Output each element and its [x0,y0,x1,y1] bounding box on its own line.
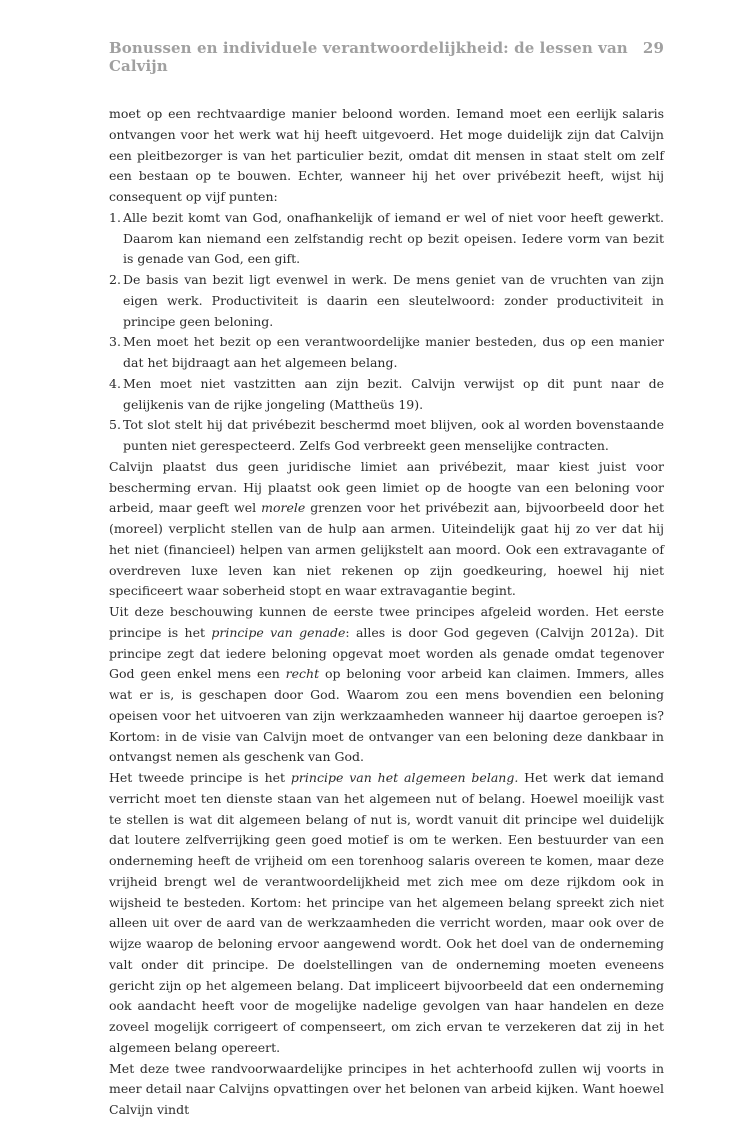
list-text: De basis van bezit ligt evenwel in werk. De mens geniet van de vruchten van zijn eigen werk. Productiviteit is daarin een sleutelwoord: zonder productiviteit in principe geen beloning. [123,272,664,329]
points-list [109,208,664,457]
page-number: 29 [642,39,664,57]
emphasis: morele [261,500,306,516]
list-number: 5. [109,417,121,433]
list-item [109,208,664,270]
text-run: : alles is door God gegeven (Calvijn 2012a). Dit principe zegt dat iedere beloning opgevat moet worden als genade omdat tegenover God geen enkel mens een [109,624,664,682]
emphasis: principe van het algemeen belang. [290,770,519,785]
list-text: Men moet het bezit op een verantwoordelijke manier besteden, dus op een manier dat het bijdraagt aan het algemeen belang. [123,334,664,370]
paragraph-calvijn-limits [109,457,664,602]
list-item [109,374,664,416]
list-text: Alle bezit komt van God, onafhankelijk of iemand er wel of niet voor heeft gewerkt. Daarom kan niemand een zelfstandig recht op bezit opeisen. Iedere vorm van bezit is genade van God, een gift. [123,209,664,267]
paragraph-principle-common-good [109,768,664,1059]
emphasis: recht [285,666,320,682]
list-item [109,270,664,332]
intro-paragraph: moet op een rechtvaardige manier beloond worden. Iemand moet een eerlijk salaris ontvangen voor het werk wat hij heeft uitgevoerd. Het moge duidelijk zijn dat Calvijn een pleitbezorger is van het particulier bezit, omdat dit mensen in staat stelt om zelf een bestaan op te bouwen. Echter, wanneer hij het over privébezit heeft, wijst hij consequent op vijf punten: [109,106,664,204]
body-text [109,104,664,1121]
list-text: Men moet niet vastzitten aan zijn bezit. Calvijn verwijst op dit punt naar de gelijkenis van de rijke jongeling (Mattheüs 19). [123,375,664,412]
list-number: 3. [109,334,121,350]
list-number: 2. [109,272,121,287]
paragraph-closing: Met deze twee randvoorwaardelijke principes in het achterhoofd zullen wij voorts in meer detail naar Calvijns opvattingen over het belonen van arbeid kijken. Want hoewel Calvijn vindt [109,1060,664,1117]
emphasis: principe van genade [211,624,346,640]
text-run: Het werk dat iemand verricht moet ten dienste staan van het algemeen nut of belang. Hoewel moeilijk vast te stellen is wat dit algemeen belang of nut is, wordt vanuit dit principe wel duidelijk dat loutere zelfverrijking geen goed motief is om te werken. Een bestuurder van een onderneming heeft de vrijheid om een torenhoog salaris overeen te komen, maar deze vrijheid brengt wel de verantwoordelijkheid met zich mee om deze rijkdom ook in wijsheid te besteden. Kortom: het principe van het algemeen belang spreekt zich niet alleen uit over de aard van de werkzaamheden die verricht worden, maar ook over de wijze waarop de beloning ervoor aangewend wordt. Ook het doel van de onderneming valt onder dit principe. De doelstellingen van de onderneming moeten eveneens gericht zijn op het algemeen belang. Dat impliceert bijvoorbeeld dat een onderneming ook aandacht heeft voor de mogelijke nadelige gevolgen van haar handelen en deze zoveel mogelijk corrigeert of compenseert, om zich ervan te verzekeren dat zij in het algemeen belang opereert. [109,770,665,1055]
text-run: grenzen voor het privébezit aan, bijvoorbeeld door het (moreel) verplicht stellen van de hulp aan armen. Uiteindelijk gaat hij zo ver dat hij het niet (financieel) helpen van armen gelijkstelt aan moord. Ook een extravagante of overdreven luxe leven kan niet rekenen op zijn goedkeuring, hoewel hij niet specificeert waar soberheid stopt en waar extravagantie begint. [109,500,665,599]
paragraph-principle-grace [109,602,664,768]
text-run: Het tweede principe is het [109,770,291,785]
running-header [109,39,664,75]
list-item [109,415,664,457]
list-item [109,332,664,374]
text-run: Calvijn plaatst dus geen juridische limiet aan privébezit, maar kiest juist voor bescherming ervan. Hij plaatst ook geen limiet op de hoogte van een beloning voor arbeid, maar geeft wel [109,458,664,516]
text-run: op beloning voor arbeid kan claimen. Immers, alles wat er is, is geschapen door God. Waarom zou een mens bovendien een beloning opeisen voor het uitvoeren van zijn werkzaamheden wanneer hij daartoe geroepen is? Kortom: in de visie van Calvijn moet de ontvanger van een beloning deze dankbaar in ontvangst nemen als geschenk van God. [109,666,664,765]
text-run: Uit deze beschouwing kunnen de eerste twee principes afgeleid worden. Het eerste principe is het [109,604,664,640]
list-number: 1. [109,209,121,225]
list-text: Tot slot stelt hij dat privébezit beschermd moet blijven, ook al worden bovenstaande punten niet gerespecteerd. Zelfs God verbreekt geen menselijke contracten. [123,417,664,453]
running-title: Bonussen en individuele verantwoordelijkheid: de lessen van Calvijn [109,39,628,75]
list-number: 4. [109,375,121,391]
